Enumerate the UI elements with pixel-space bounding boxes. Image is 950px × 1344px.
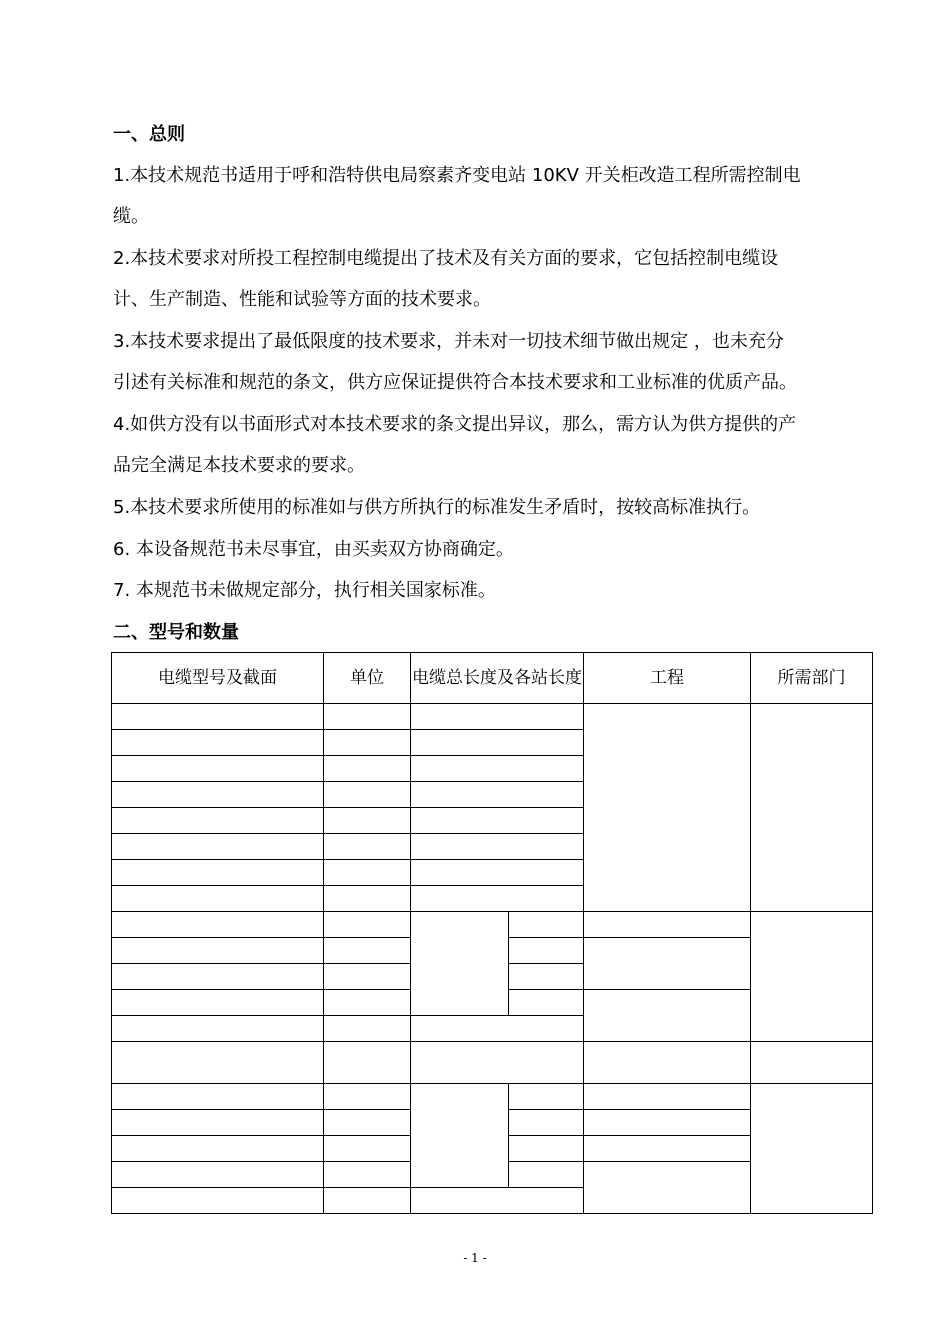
table-cell: [411, 886, 584, 912]
table-cell: [509, 1110, 584, 1136]
table-cell: [584, 912, 751, 938]
table-cell: [411, 1188, 584, 1214]
table-cell: [324, 808, 411, 834]
table-cell: [584, 1110, 751, 1136]
table-cell: [584, 1042, 751, 1084]
header-department: 所需部门: [751, 653, 873, 704]
table-cell: [112, 886, 324, 912]
table-cell: [411, 730, 584, 756]
header-unit: 单位: [324, 653, 411, 704]
table-cell: [411, 860, 584, 886]
table-cell: [411, 782, 584, 808]
table-cell: [112, 730, 324, 756]
table-cell: [112, 756, 324, 782]
table-cell: [509, 1162, 584, 1188]
table-cell: [112, 860, 324, 886]
table-cell: [112, 1084, 324, 1110]
table-cell: [324, 756, 411, 782]
table-cell: [324, 1136, 411, 1162]
table-cell: [411, 704, 584, 730]
table-cell: [324, 1110, 411, 1136]
table-cell: [112, 1110, 324, 1136]
table-row: [112, 1084, 873, 1110]
header-cable-model: 电缆型号及截面: [112, 653, 324, 704]
table-cell: [112, 1188, 324, 1214]
table-cell: [324, 964, 411, 990]
table-cell: [584, 704, 751, 912]
table-cell: [324, 704, 411, 730]
table-cell: [324, 990, 411, 1016]
header-project: 工程: [584, 653, 751, 704]
table-cell: [751, 1042, 873, 1084]
table-cell: [112, 990, 324, 1016]
table-cell: [324, 1188, 411, 1214]
table-cell: [112, 1016, 324, 1042]
page-number: - 1 -: [463, 1251, 487, 1265]
paragraph-line: 7. 本规范书未做规定部分，执行相关国家标准。: [113, 580, 496, 601]
table-cell: [584, 990, 751, 1042]
paragraph-line: 品完全满足本技术要求的要求。: [113, 455, 365, 476]
table-cell: [584, 938, 751, 990]
paragraph-7: [113, 570, 848, 611]
table-cell: [411, 1084, 509, 1188]
paragraph-line: 5.本技术要求所使用的标准如与供方所执行的标准发生矛盾时，按较高标准执行。: [113, 497, 761, 518]
table-cell: [112, 1162, 324, 1188]
table-row: [112, 704, 873, 730]
table-cell: [509, 1136, 584, 1162]
header-total-length: 电缆总长度及各站长度: [411, 653, 584, 704]
table-cell: [584, 1084, 751, 1110]
table-cell: [324, 834, 411, 860]
table-cell: [751, 912, 873, 1042]
paragraph-line: 缆。: [113, 206, 149, 227]
paragraph-line: 6. 本设备规范书未尽事宜，由买卖双方协商确定。: [113, 539, 514, 560]
table-cell: [751, 1084, 873, 1214]
paragraph-line: 引述有关标准和规范的条文，供方应保证提供符合本技术要求和工业标准的优质产品。: [113, 372, 797, 393]
table-cell: [324, 782, 411, 808]
paragraph-4: [113, 404, 848, 486]
paragraph-line: 计、生产制造、性能和试验等方面的技术要求。: [113, 289, 491, 310]
table-cell: [509, 1084, 584, 1110]
table-cell: [324, 912, 411, 938]
paragraph-5: [113, 487, 848, 528]
table-cell: [112, 1042, 324, 1084]
paragraph-2: [113, 238, 848, 320]
table-cell: [112, 704, 324, 730]
table-cell: [584, 1136, 751, 1162]
paragraph-6: [113, 529, 848, 570]
table-cell: [324, 938, 411, 964]
table-cell: [324, 886, 411, 912]
section-1-title: 一、总则: [113, 124, 185, 145]
table-cell: [411, 808, 584, 834]
table-cell: [509, 964, 584, 990]
table-cell: [411, 756, 584, 782]
table-cell: [509, 912, 584, 938]
table-cell: [509, 990, 584, 1016]
table-cell: [112, 964, 324, 990]
paragraph-3: [113, 321, 848, 403]
paragraph-line: 3.本技术要求提出了最低限度的技术要求，并未对一切技术细节做出规定 ，也未充分: [113, 331, 784, 352]
table-cell: [411, 1042, 584, 1084]
table-cell: [112, 912, 324, 938]
table-row: [112, 1042, 873, 1084]
section-2-title: 二、型号和数量: [113, 622, 239, 643]
cable-spec-table: [111, 652, 873, 1214]
table-cell: [324, 1042, 411, 1084]
table-cell: [411, 912, 509, 1016]
table-header-row: [112, 653, 873, 704]
paragraph-1: [113, 155, 848, 237]
paragraph-line: 2.本技术要求对所投工程控制电缆提出了技术及有关方面的要求，它包括控制电缆设: [113, 248, 779, 269]
table-cell: [411, 1016, 584, 1042]
table-cell: [324, 1162, 411, 1188]
table-cell: [509, 938, 584, 964]
table-row: [112, 912, 873, 938]
table-cell: [411, 834, 584, 860]
table-cell: [112, 1136, 324, 1162]
table-cell: [324, 730, 411, 756]
table-cell: [112, 834, 324, 860]
table-cell: [324, 1016, 411, 1042]
table-cell: [112, 808, 324, 834]
table-cell: [324, 1084, 411, 1110]
table-cell: [324, 860, 411, 886]
paragraph-line: 4.如供方没有以书面形式对本技术要求的条文提出异议，那么，需方认为供方提供的产: [113, 414, 797, 435]
table-cell: [112, 938, 324, 964]
table-cell: [751, 704, 873, 912]
table-cell: [584, 1162, 751, 1214]
table-cell: [112, 782, 324, 808]
paragraph-line: 1.本技术规范书适用于呼和浩特供电局察素齐变电站 10KV 开关柜改造工程所需控制电: [113, 165, 801, 186]
